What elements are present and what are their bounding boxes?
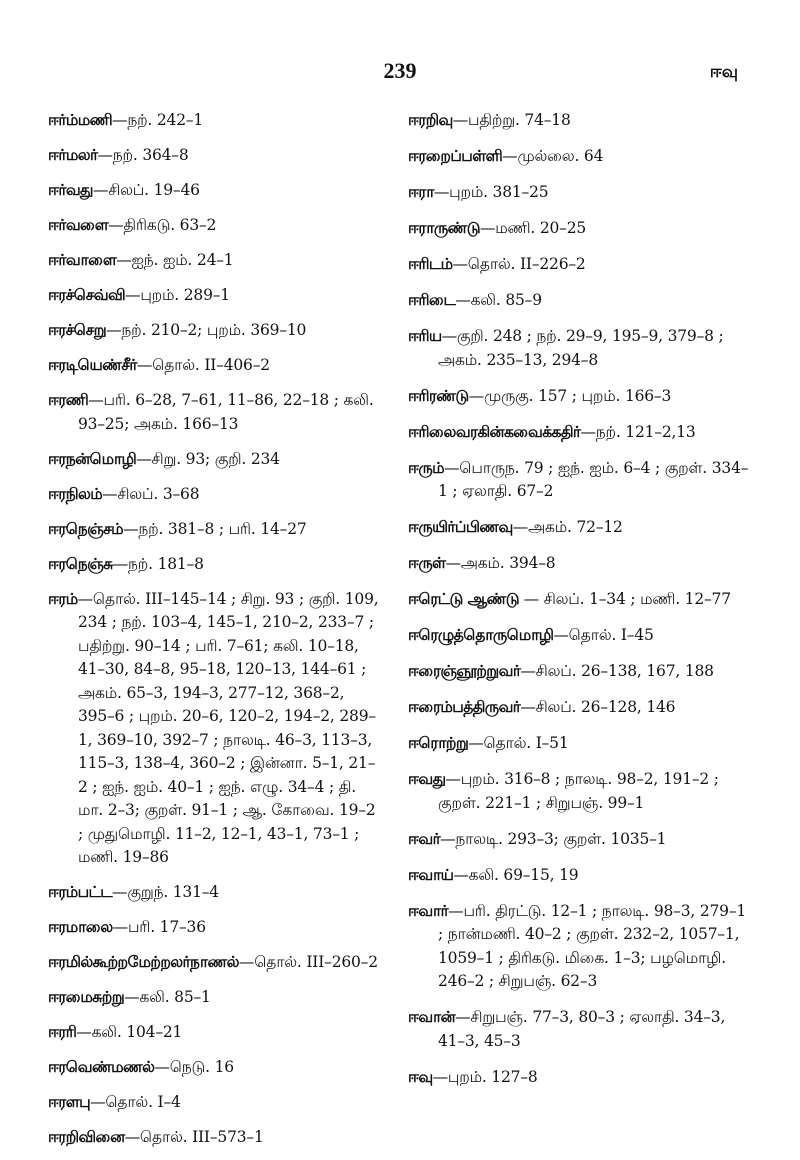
entry-references: —புறம். 316–8 ; நாலடி. 98–2, 191–2 ; குறள். 221–1 ; சிறுபஞ். 99–1 — [438, 770, 719, 812]
index-entry — [48, 1055, 383, 1080]
index-entry — [408, 324, 750, 372]
entry-references: —பரி. திரட்டு. 12–1 ; நாலடி. 98–3, 279–1 ; நான்மணி. 40–2 ; குறள். 232–2, 1057–1, 1059–1 ; திரிகடு. மிகை. 1–3; பழமொழி. 246–2 ; சிறுபஞ். 62–3 — [438, 901, 747, 990]
entry-headword: ஈரறைப்பள்ளி — [408, 146, 503, 165]
index-entry — [408, 252, 750, 277]
index-entry — [408, 180, 750, 205]
entry-headword: ஈரைம்பத்திருவர் — [408, 697, 521, 716]
entry-headword: ஈர்மலர் — [48, 145, 98, 164]
index-entry — [48, 213, 383, 238]
entry-headword: ஈரமைசுற்று — [48, 987, 125, 1006]
entry-references: —முல்லை. 64 — [502, 147, 604, 165]
entry-headword: ஈராருண்டு — [408, 218, 480, 237]
entry-references: —நற். 381–8 ; பரி. 14–27 — [123, 519, 307, 538]
index-entry — [48, 318, 383, 343]
entry-headword: ஈரமாலை — [48, 917, 113, 936]
entry-headword: ஈர்வது — [48, 180, 93, 199]
entry-references: —புறம். 127–8 — [432, 1067, 538, 1086]
entry-references: —புறம். 289–1 — [125, 286, 230, 304]
index-entry — [48, 143, 383, 168]
entry-references: —தொல். III–260–2 — [238, 953, 378, 971]
entry-headword: ஈவாய் — [408, 864, 454, 884]
index-entry — [48, 552, 383, 577]
entry-references: —தொல். I–4 — [90, 1093, 181, 1111]
entry-references: —பரி. 6–28, 7–61, 11–86, 22–18 ; கலி. 93–25; அகம். 166–13 — [78, 391, 374, 433]
entry-references: —திரிகடு. 63–2 — [108, 216, 217, 234]
entry-references: —அகம். 72–12 — [512, 518, 623, 536]
entry-references: —பரி. 17–36 — [112, 918, 206, 936]
entry-headword: ஈரிலைவரகின்கவைக்கதிர் — [408, 421, 581, 441]
entry-headword: ஈரும் — [408, 457, 444, 477]
right-column — [408, 108, 750, 1101]
index-entry — [48, 447, 383, 472]
entry-references: —நற். 181–8 — [112, 554, 204, 573]
entry-headword: ஈரம் — [48, 588, 78, 608]
index-entry — [48, 1125, 383, 1150]
index-entry — [408, 551, 750, 576]
index-entry — [408, 695, 750, 720]
entry-headword: ஈரெழுத்தொருமொழி — [408, 625, 554, 644]
entry-references: —முருகு. 157 ; புறம். 166–3 — [468, 386, 672, 405]
entry-headword: ஈவார் — [408, 900, 449, 920]
index-entry — [48, 1090, 383, 1115]
entry-headword: ஈரம்பட்ட — [48, 882, 113, 901]
index-entry — [408, 767, 750, 815]
index-entry — [48, 915, 383, 940]
entry-headword: ஈரிரண்டு — [408, 385, 469, 405]
entry-headword: ஈரரி — [48, 1022, 77, 1041]
entry-references: —தொல். II–226–2 — [452, 255, 586, 273]
entry-headword: ஈரணி — [48, 390, 89, 409]
entry-references: —கலி. 85–1 — [124, 988, 211, 1006]
entry-references: —புறம். 381–25 — [433, 183, 549, 201]
entry-references: —பதிற்று. 74–18 — [452, 111, 571, 129]
index-entry — [408, 515, 750, 540]
index-entry — [48, 283, 383, 308]
entry-references: —தொல். I–45 — [553, 626, 654, 644]
index-entry — [408, 1005, 750, 1053]
index-entry — [408, 1065, 750, 1090]
entry-headword: ஈரநிலம் — [48, 483, 103, 503]
index-entry — [48, 248, 383, 273]
entry-headword: ஈரவெண்மணல் — [48, 1057, 155, 1076]
entry-headword: ஈர்வளை — [48, 215, 109, 234]
entry-references: —சிலப். 3–68 — [102, 484, 200, 503]
entry-headword: ஈரிடம் — [408, 254, 453, 273]
entry-headword: ஈரமில்கூற்றமேற்றலர்நாணல் — [48, 952, 239, 971]
entry-references: —குறுந். 131–4 — [112, 883, 219, 901]
index-entry — [48, 1020, 383, 1045]
entry-references: —மணி. 20–25 — [479, 219, 587, 237]
entry-references: —நற். 364–8 — [97, 146, 189, 164]
index-entry — [408, 899, 750, 994]
entry-references: —பொருந. 79 ; ஐந். ஐம். 6–4 ; குறள். 334–1 ; ஏலாதி. 67–2 — [438, 458, 749, 500]
index-entry — [408, 384, 750, 409]
entry-references: —அகம். 394–8 — [445, 554, 556, 572]
entry-headword: ஈரிடை — [408, 290, 456, 309]
entry-headword: ஈரநன்மொழி — [48, 448, 137, 468]
entry-headword: ஈரநெஞ்சு — [48, 553, 113, 573]
entry-headword: ஈரிய — [408, 326, 442, 345]
entry-headword: ஈர்வாளை — [48, 250, 117, 269]
index-entry — [408, 456, 750, 504]
index-entry — [48, 178, 383, 203]
index-entry — [408, 108, 750, 133]
entry-headword: ஈரா — [408, 182, 434, 201]
index-entry — [48, 950, 383, 975]
left-column — [48, 108, 383, 1160]
entry-references: —தொல். III–573–1 — [124, 1128, 264, 1146]
entry-headword: ஈரச்செவ்வி — [48, 285, 126, 304]
index-entry — [48, 388, 383, 436]
index-entry — [408, 827, 750, 852]
entry-references: —நற். 210–2; புறம். 369–10 — [106, 321, 307, 339]
index-entry — [408, 587, 750, 612]
index-entry — [408, 623, 750, 648]
entry-references: —நற். 121–2,13 — [580, 422, 696, 441]
entry-headword: ஈவது — [408, 769, 446, 788]
index-entry — [408, 144, 750, 169]
index-entry — [48, 108, 383, 133]
entry-headword: ஈரறிவினை — [48, 1127, 125, 1146]
entry-references: —சிலப். 26–128, 146 — [520, 698, 676, 716]
index-entry — [408, 863, 750, 888]
entry-references: —தொல். I–51 — [468, 734, 569, 752]
entry-headword: ஈரொற்று — [408, 733, 469, 752]
index-entry — [408, 216, 750, 241]
entry-references: —கலி. 104–21 — [76, 1023, 183, 1041]
index-entry — [408, 288, 750, 313]
index-entry — [48, 985, 383, 1010]
index-entry — [408, 731, 750, 756]
entry-headword: ஈவு — [408, 1066, 433, 1086]
entry-references: —சிலப். 26–138, 167, 188 — [520, 662, 714, 680]
entry-headword: ஈரெட்டு ஆண்டு — [408, 589, 519, 608]
page-number: 239 — [383, 58, 417, 83]
entry-headword: ஈரளபு — [48, 1092, 91, 1111]
entry-references: —சிறுபஞ். 77–3, 80–3 ; ஏலாதி. 34–3, 41–3, 45–3 — [438, 1008, 726, 1050]
entry-headword: ஈர்ம்மணி — [48, 110, 113, 129]
entry-headword: ஈரைஞ்ஞூற்றுவர் — [408, 661, 521, 680]
entry-headword: ஈவர் — [408, 828, 441, 848]
entry-references: —நாலடி. 293–3; குறள். 1035–1 — [440, 829, 667, 848]
index-entry — [48, 587, 383, 870]
entry-references: —நற். 242–1 — [112, 111, 204, 129]
index-entry — [408, 420, 750, 445]
entry-headword: ஈருள் — [408, 553, 446, 572]
entry-headword: ஈவான் — [408, 1007, 456, 1026]
index-entry — [48, 517, 383, 542]
entry-headword: ஈருயிர்ப்பிணவு — [408, 517, 513, 536]
entry-references: —நெடு. 16 — [154, 1058, 234, 1076]
entry-headword: ஈரடியெண்சீர் — [48, 355, 137, 374]
entry-references: —ஐந். ஐம். 24–1 — [116, 251, 234, 269]
entry-headword: ஈரறிவு — [408, 110, 453, 129]
index-entry — [48, 353, 383, 378]
entry-headword: ஈரநெஞ்சம் — [48, 518, 124, 538]
index-entry — [48, 482, 383, 507]
entry-references: —குறி. 248 ; நற். 29–9, 195–9, 379–8 ; அகம். 235–13, 294–8 — [438, 327, 724, 369]
entry-references: — சிலப். 1–34 ; மணி. 12–77 — [518, 590, 731, 608]
entry-references: —தொல். III–145–14 ; சிறு. 93 ; குறி. 109, 234 ; நற். 103–4, 145–1, 210–2, 233–7 ; பதிற்று. 90–14 ; பரி. 7–61; கலி. 10–18, 41–30, 84–8, 95–18, 120–13, 144–61 ; அகம். 65–3, 194–3, 277–12, 368–2, 395–6 ; புறம். 20–6, 120–2, 194–2, 289–1, 369–10, 392–7 ; நாலடி. 46–3, 113–3, 115–3, 138–4, 360–2 ; இன்னா. 5–1, 21–2 ; ஐந். ஐம். 40–1 ; ஐந். எழு. 34–4 ; தி. மா. 2–3; குறள். 91–1 ; ஆ. கோவை. 19–2 ; முதுமொழி. 11–2, 12–1, 43–1, 73–1 ; மணி. 19–86 — [77, 589, 379, 866]
index-entry — [48, 880, 383, 905]
entry-references: —கலி. 69–15, 19 — [453, 865, 579, 884]
entry-references: —கலி. 85–9 — [455, 291, 542, 309]
index-entry — [408, 659, 750, 684]
running-head: ஈவு — [709, 62, 738, 82]
entry-references: —சிறு. 93; குறி. 234 — [136, 449, 280, 468]
entry-headword: ஈரச்செறு — [48, 320, 107, 339]
entry-references: —தொல். II–406–2 — [136, 356, 270, 374]
entry-references: —சிலப். 19–46 — [92, 181, 200, 199]
